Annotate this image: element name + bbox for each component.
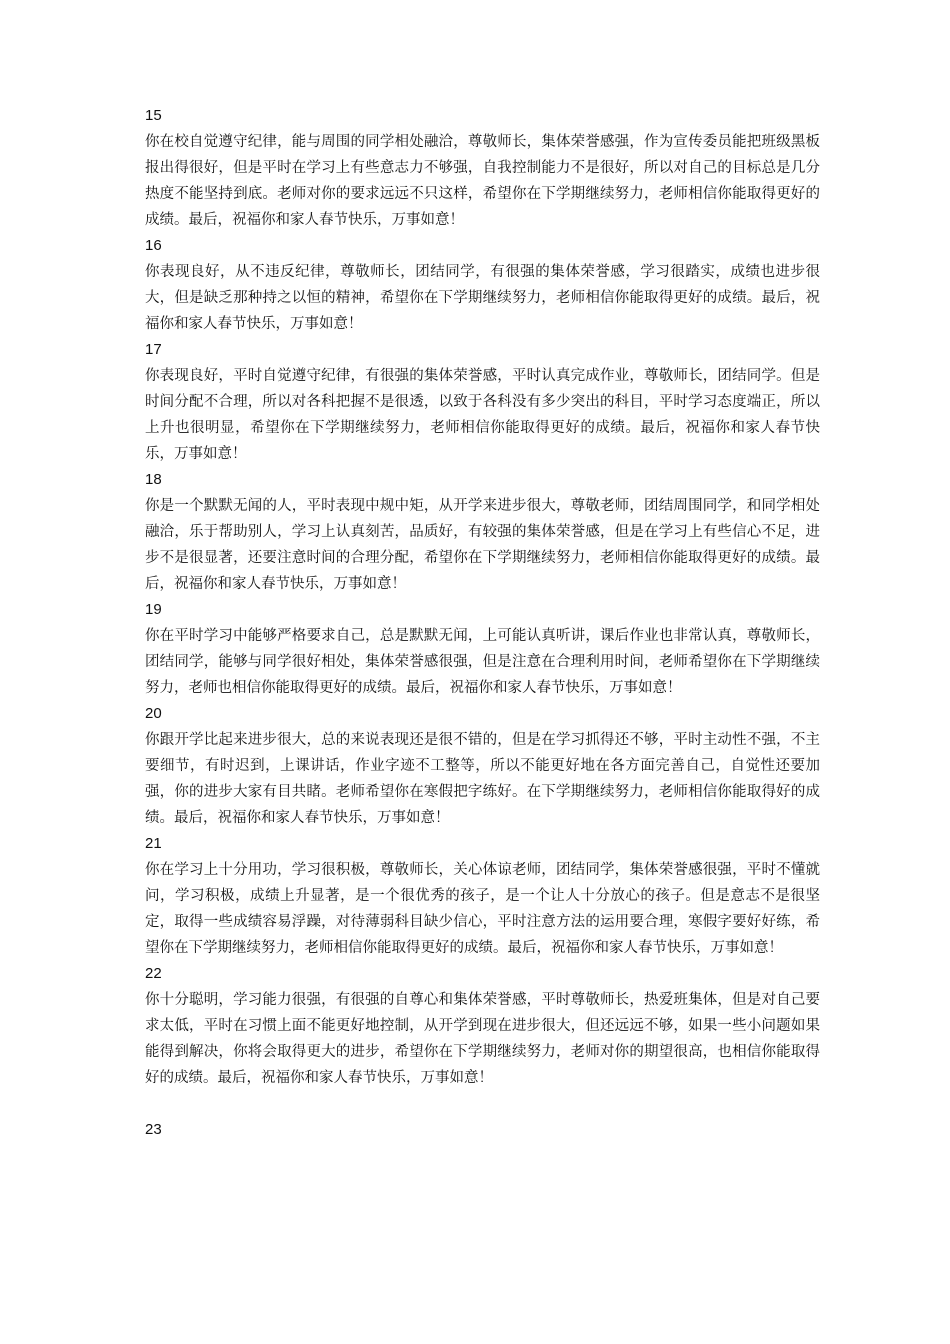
entry-text: 你是一个默默无闻的人，平时表现中规中矩，从开学来进步很大，尊敬老师，团结周围同学，和同学相处融洽，乐于帮助别人，学习上认真刻苦，品质好，有较强的集体荣誉感，但是在学习上有些信心不足，进步不是很显著，还要注意时间的合理分配，希望你在下学期继续努力，老师相信你能取得更好的成绩。最后，祝福你和家人春节快乐，万事如意！ [145, 498, 820, 592]
entry-number: 18 [145, 471, 162, 488]
entry-number: 19 [145, 601, 162, 618]
entry-text: 你十分聪明，学习能力很强，有很强的自尊心和集体荣誉感，平时尊敬师长，热爱班集体，但是对自己要求太低，平时在习惯上面不能更好地控制，从开学到现在进步很大，但还远远不够，如果一些小问题如果能得到解决，你将会取得更大的进步，希望你在下学期继续努力，老师对你的期望很高，也相信你能取得好的成绩。最后，祝福你和家人春节快乐，万事如意！ [145, 992, 820, 1086]
entry-number: 20 [145, 705, 162, 722]
comment-entry-19 [145, 597, 820, 701]
entry-text: 你表现良好，平时自觉遵守纪律，有很强的集体荣誉感，平时认真完成作业，尊敬师长，团结同学。但是时间分配不合理，所以对各科把握不是很透，以致于各科没有多少突出的科目，平时学习态度端正，所以上升也很明显，希望你在下学期继续努力，老师相信你能取得更好的成绩。最后，祝福你和家人春节快乐，万事如意！ [145, 368, 820, 462]
document-page [145, 103, 820, 1143]
comment-entry-20 [145, 701, 820, 831]
entry-text: 你在学习上十分用功，学习很积极，尊敬师长，关心体谅老师，团结同学，集体荣誉感很强，平时不懂就问，学习积极，成绩上升显著，是一个很优秀的孩子，是一个让人十分放心的孩子。但是意志不是很坚定，取得一些成绩容易浮躁，对待薄弱科目缺少信心，平时注意方法的运用要合理，寒假字要好好练，希望你在下学期继续努力，老师相信你能取得更好的成绩。最后，祝福你和家人春节快乐，万事如意！ [145, 862, 820, 956]
comment-entry-22 [145, 961, 820, 1091]
entry-text: 你表现良好，从不违反纪律，尊敬师长，团结同学，有很强的集体荣誉感，学习很踏实，成绩也进步很大，但是缺乏那种持之以恒的精神，希望你在下学期继续努力，老师相信你能取得更好的成绩。最后，祝福你和家人春节快乐，万事如意！ [145, 264, 820, 332]
entry-text: 你跟开学比起来进步很大，总的来说表现还是很不错的，但是在学习抓得还不够，平时主动性不强，不主要细节，有时迟到，上课讲话，作业字迹不工整等，所以不能更好地在各方面完善自己，自觉性还要加强，你的进步大家有目共睹。老师希望你在寒假把字练好。在下学期继续努力，老师相信你能取得好的成绩。最后，祝福你和家人春节快乐，万事如意！ [145, 732, 820, 826]
entry-number: 22 [145, 965, 162, 982]
entry-number: 15 [145, 107, 162, 124]
entry-number: 21 [145, 835, 162, 852]
blank-line [145, 1091, 820, 1117]
comment-entry-16 [145, 233, 820, 337]
comment-entry-21 [145, 831, 820, 961]
comment-entry-15 [145, 103, 820, 233]
entry-text: 你在平时学习中能够严格要求自己，总是默默无闻，上可能认真听讲，课后作业也非常认真，尊敬师长，团结同学，能够与同学很好相处，集体荣誉感很强，但是注意在合理利用时间，老师希望你在下学期继续努力，老师也相信你能取得更好的成绩。最后，祝福你和家人春节快乐，万事如意！ [145, 628, 820, 696]
comment-entry-18 [145, 467, 820, 597]
trailing-entry-number: 23 [145, 1121, 162, 1138]
entry-text: 你在校自觉遵守纪律，能与周围的同学相处融洽，尊敬师长，集体荣誉感强，作为宣传委员能把班级黑板报出得很好，但是平时在学习上有些意志力不够强，自我控制能力不是很好，所以对自己的目标总是几分热度不能坚持到底。老师对你的要求远远不只这样，希望你在下学期继续努力，老师相信你能取得更好的成绩。最后，祝福你和家人春节快乐，万事如意！ [145, 134, 820, 228]
entry-number: 17 [145, 341, 162, 358]
entry-number: 16 [145, 237, 162, 254]
comment-entry-17 [145, 337, 820, 467]
